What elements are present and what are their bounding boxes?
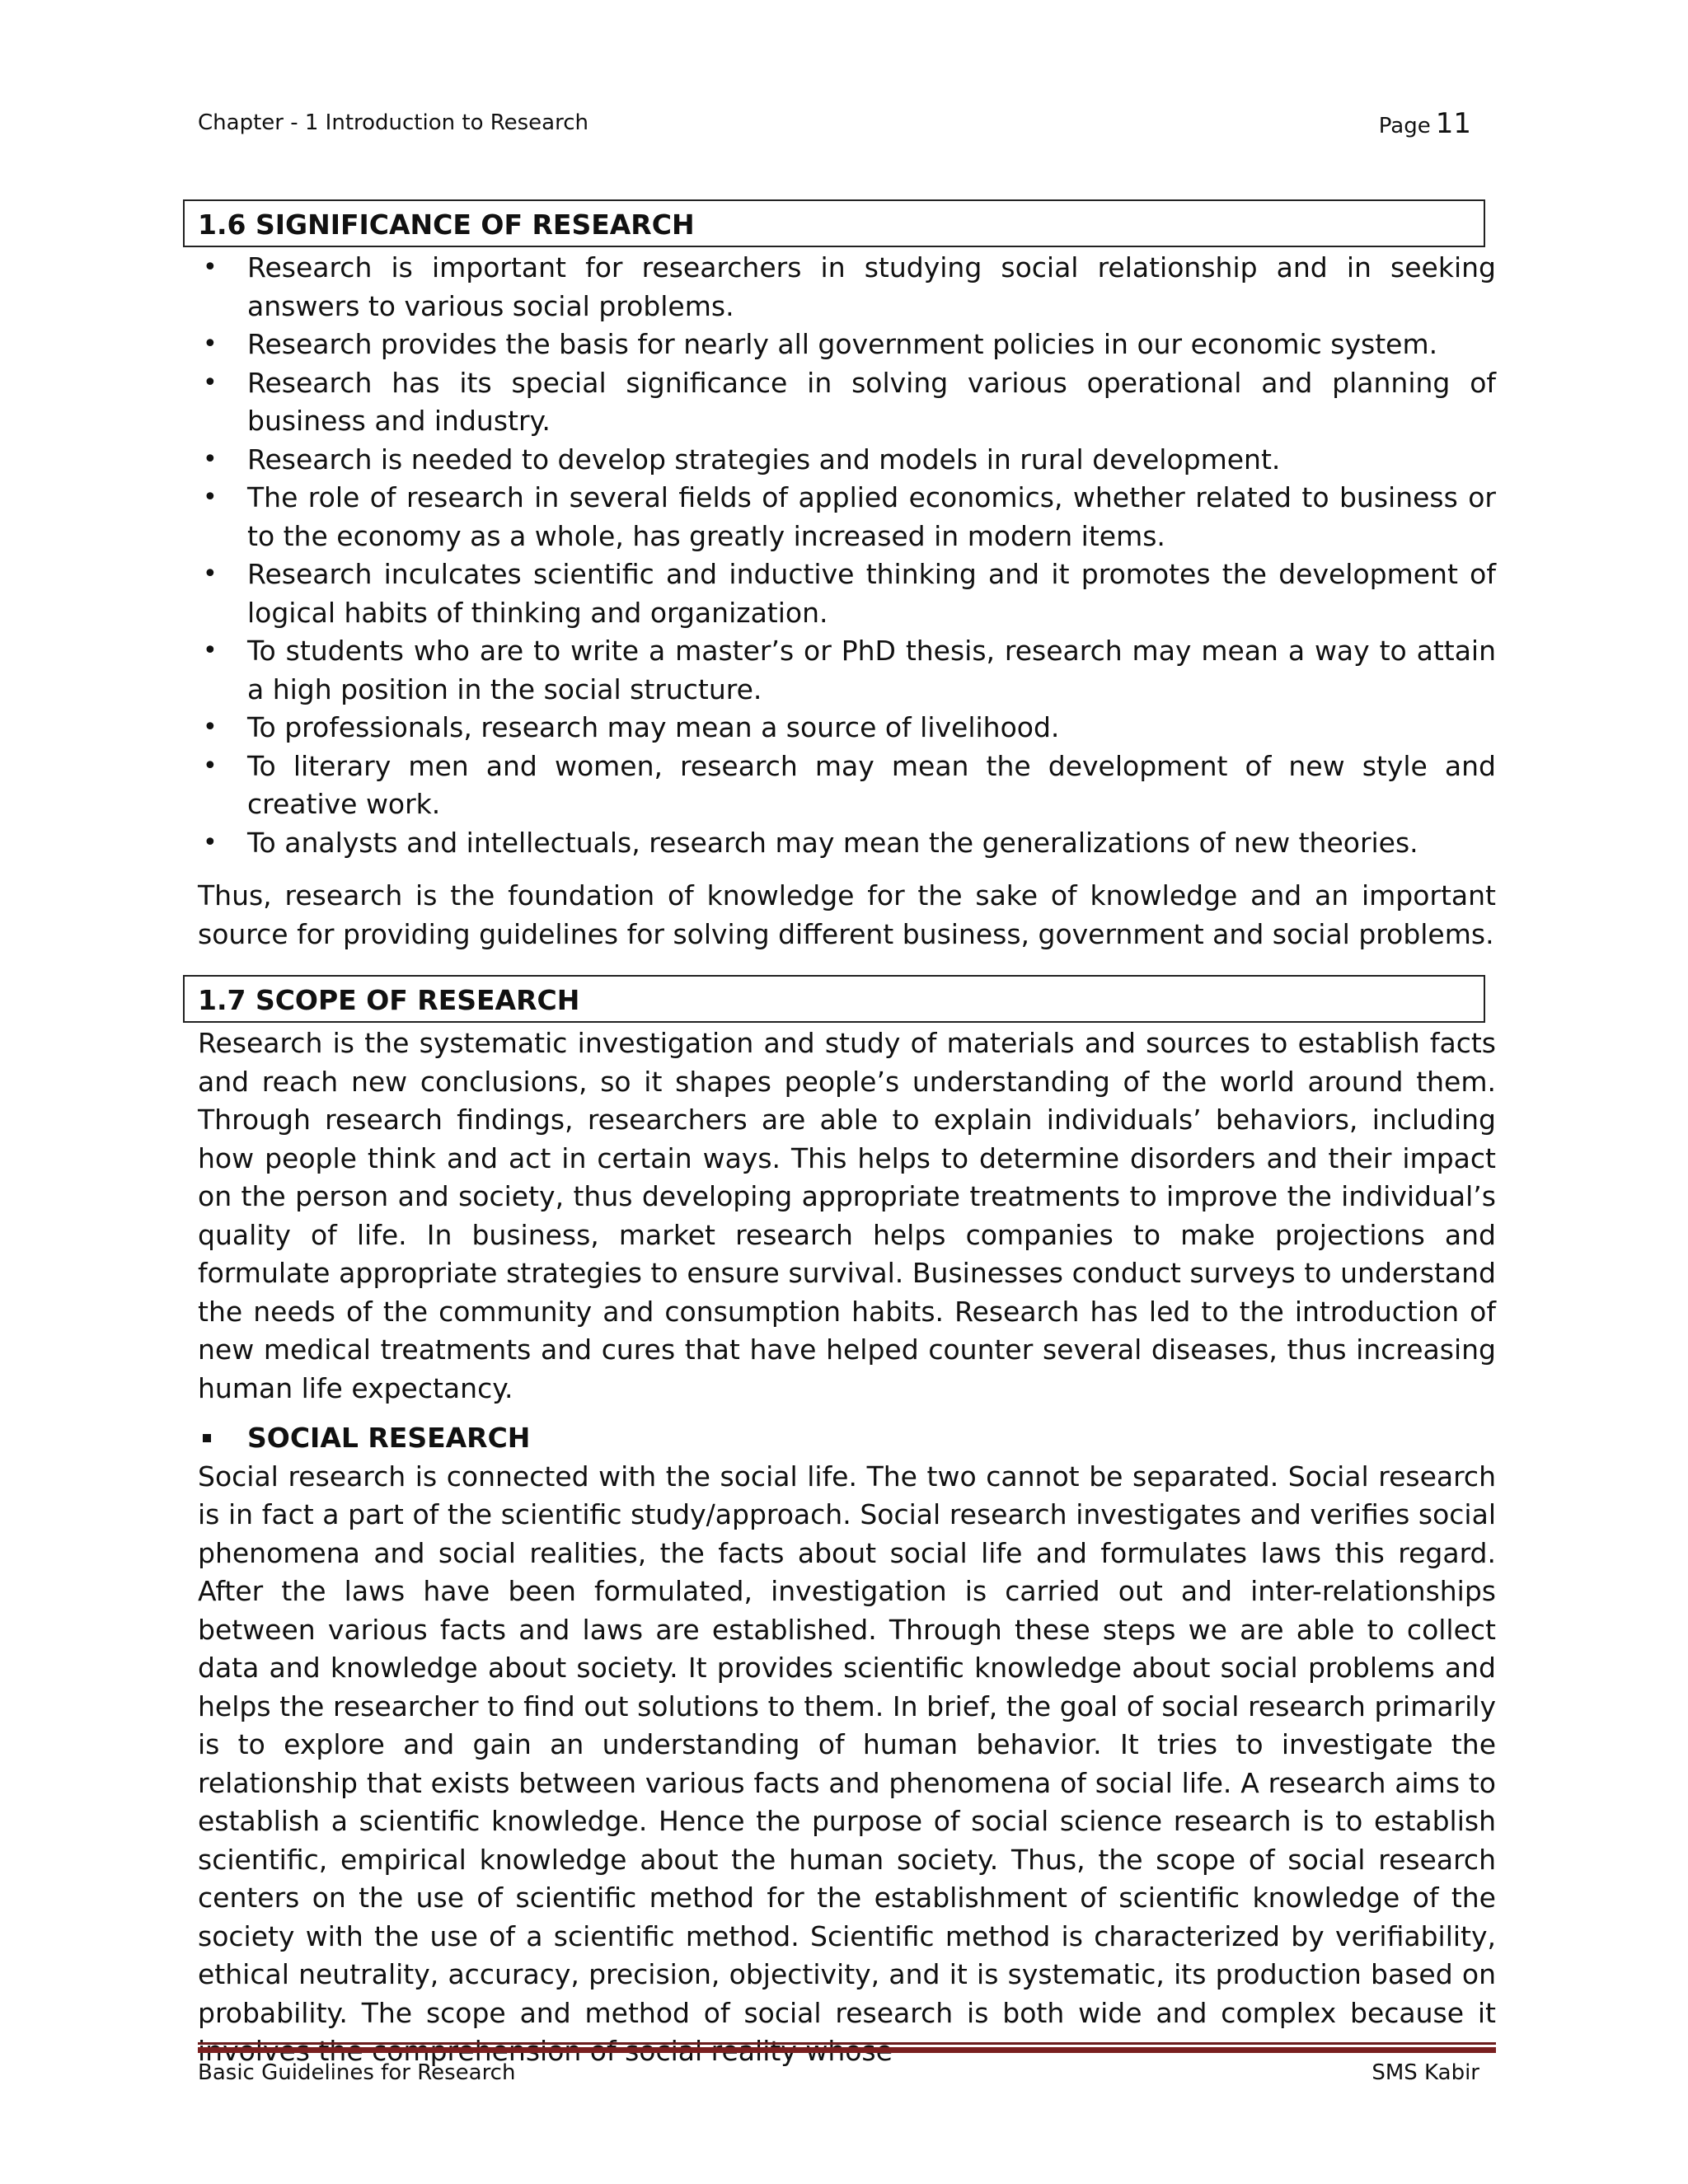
- bullet-icon: •: [203, 827, 218, 857]
- social-research-paragraph: Social research is connected with the social life. The two cannot be separated. Social research is in fact a part of the scientific study/approach. Social research investigates and verifies social phenomena and social realities, the facts about social life and formulates laws this regard. After the laws have been formulated, investigation is carried out and inter-relationships between various facts and laws are established. Through these steps we are able to collect data and knowledge about society. It provides scientific knowledge about social problems and helps the researcher to find out solutions to them. In brief, the goal of social research primarily is to explore and gain an understanding of human behavior. It tries to investigate the relationship that exists between various facts and phenomena of social life. A research aims to establish a scientific knowledge. Hence the purpose of social science research is to establish scientific, empirical knowledge about the human society. Thus, the scope of social research centers on the use of scientific method for the establishment of scientific knowledge of the society with the use of a scientific method. Scientific method is characterized by verifiability, ethical neutrality, accuracy, precision, objectivity, and it is systematic, its production based on probability. The scope and method of social research is both wide and complex because it: [198, 1460, 1496, 2029]
- list-item: • Research has its special significance in solving various operational and planning of business and industry.: [198, 364, 1496, 441]
- page-header: [198, 107, 1471, 140]
- footer-divider: [198, 2042, 1496, 2054]
- list-item: • Research is needed to develop strategies and models in rural development.: [198, 441, 1496, 480]
- bullet-icon: •: [203, 330, 218, 359]
- scope-intro-paragraph: Research is the systematic investigation and study of materials and sources to establish facts and reach new conclusions, so it shapes people’s understanding of the world around them. Through research findings, researchers are able to explain individuals’ behaviors, including how people think and act in certain ways. This helps to determine disorders and their impact on the person and society, thus developing appropriate treatments to improve the individual’s quality of life. In business, market research helps companies to make projections and formulate appropriate strategies to ensure survival. Businesses conduct surveys to understand the needs of the community and consumption habits. Research has led to the introduction of new medical treatments and cures that have helped counter several diseases, thus increasing human life expectancy.: [198, 1027, 1496, 1404]
- page-number: [1379, 107, 1471, 140]
- footer-author: SMS Kabir: [1372, 2060, 1479, 2085]
- chapter-title: Chapter - 1 Introduction to Research: [198, 110, 589, 135]
- bullet-icon: •: [203, 636, 218, 665]
- list-item: • Research inculcates scientific and inductive thinking and it promotes the development of logical habits of thinking and organization.: [198, 555, 1496, 632]
- bullet-icon: •: [203, 253, 218, 282]
- square-bullet-icon: [203, 1434, 211, 1442]
- list-item: • To analysts and intellectuals, research may mean the generalizations of new theories.: [198, 824, 1496, 863]
- list-item: • To students who are to write a master’s or PhD thesis, research may mean a way to attain a high position in the social structure.: [198, 632, 1496, 709]
- list-item: • The role of research in several fields of applied economics, whether related to business or to the economy as a whole, has greatly increased in modern items.: [198, 479, 1496, 555]
- list-item: • To professionals, research may mean a source of livelihood.: [198, 709, 1496, 748]
- page-content: [198, 199, 1496, 2071]
- bullet-icon: •: [203, 713, 218, 742]
- social-research-heading: SOCIAL RESEARCH: [198, 1419, 1492, 1458]
- bullet-icon: •: [203, 444, 218, 474]
- list-item: • Research provides the basis for nearly all government policies in our economic system.: [198, 326, 1496, 364]
- bullet-icon: •: [203, 560, 218, 588]
- page-label: Page: [1378, 114, 1431, 138]
- significance-conclusion: Thus, research is the foundation of knowledge for the sake of knowledge and an important source for providing guidelines for solving different business, government and social problems.: [198, 879, 1496, 950]
- significance-list: [198, 249, 1496, 862]
- section-heading-scope: 1.7 SCOPE OF RESEARCH: [183, 975, 1485, 1023]
- bullet-icon: •: [203, 368, 218, 397]
- footer-book-title: Basic Guidelines for Research: [198, 2060, 516, 2085]
- page-number-value: 11: [1435, 107, 1471, 140]
- list-item: • Research is important for researchers in studying social relationship and in seeking answers to various social problems.: [198, 249, 1496, 326]
- bullet-icon: •: [203, 751, 218, 780]
- list-item: • To literary men and women, research may mean the development of new style and creative work.: [198, 748, 1496, 824]
- bullet-icon: •: [203, 483, 218, 512]
- section-heading-significance: 1.6 SIGNIFICANCE OF RESEARCH: [183, 199, 1485, 247]
